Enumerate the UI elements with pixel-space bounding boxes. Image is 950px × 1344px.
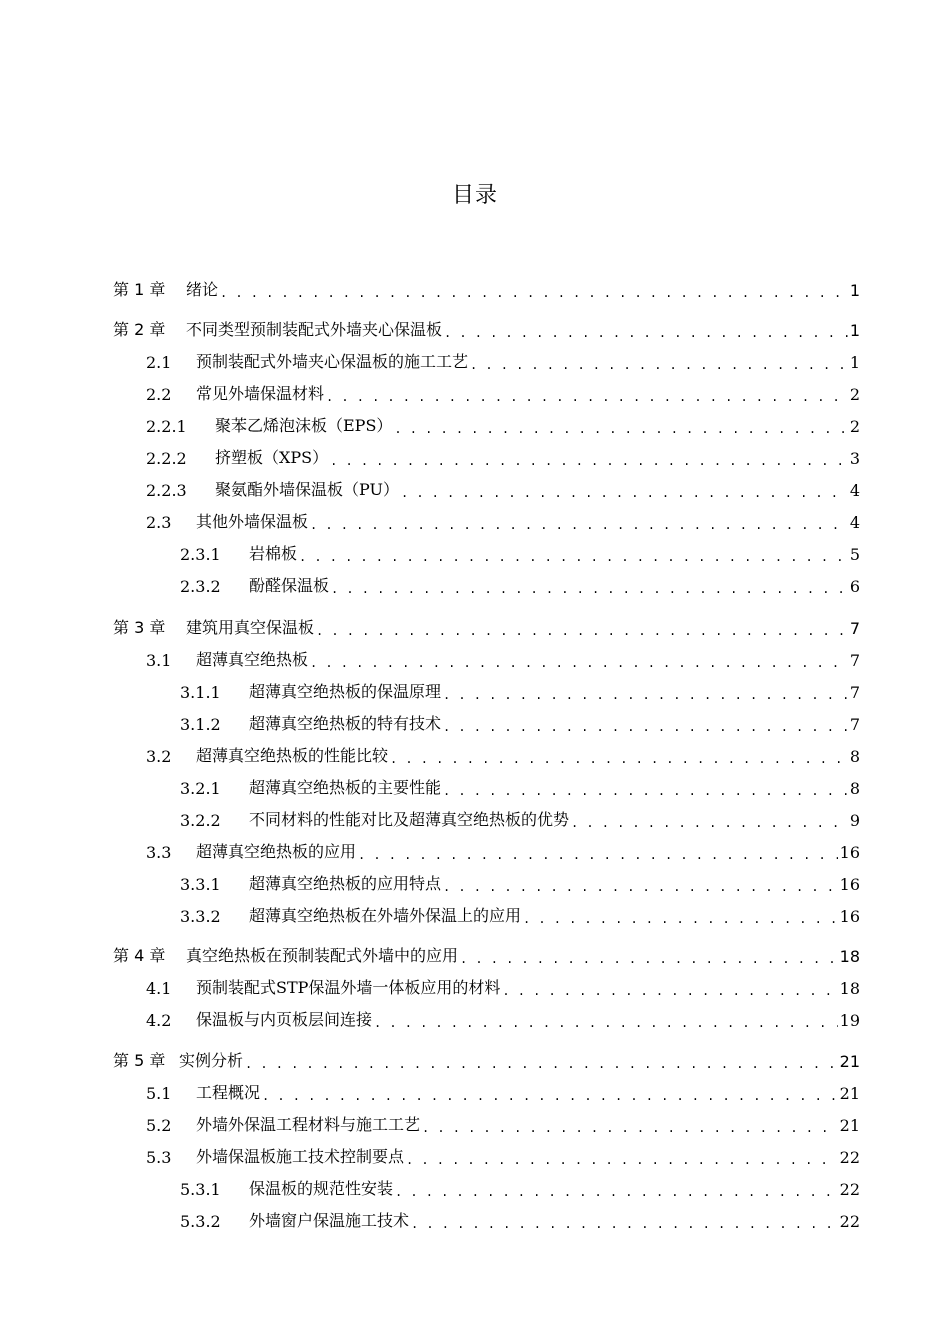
toc-entry-number: 5.3.1 bbox=[180, 1180, 221, 1199]
dot-leader bbox=[443, 714, 848, 734]
toc-entry-number: 第 2 章 bbox=[113, 320, 166, 339]
toc-entry-5-2[interactable] bbox=[146, 1111, 860, 1135]
toc-entry-5-3[interactable] bbox=[146, 1143, 860, 1167]
toc-entry-title: 其他外墙保温板 bbox=[196, 512, 309, 531]
toc-entry-page: 21 bbox=[839, 1052, 860, 1071]
toc-entry-title: 不同材料的性能对比及超薄真空绝热板的优势 bbox=[249, 810, 570, 829]
toc-entry-number: 3.3.1 bbox=[180, 875, 221, 894]
toc-entry-5-1[interactable] bbox=[146, 1079, 860, 1103]
toc-entry-ch4[interactable] bbox=[113, 942, 860, 966]
toc-entry-page: 7 bbox=[849, 715, 860, 734]
toc-entry-number: 2.1 bbox=[146, 353, 172, 372]
dot-leader bbox=[523, 906, 838, 926]
dot-leader bbox=[245, 1051, 838, 1071]
toc-entry-title: 外墙保温板施工技术控制要点 bbox=[196, 1147, 405, 1166]
toc-entry-2-3-1[interactable] bbox=[180, 540, 860, 564]
dot-leader bbox=[299, 544, 848, 564]
toc-entry-number: 5.3 bbox=[146, 1148, 172, 1167]
toc-entry-page: 16 bbox=[839, 875, 860, 894]
toc-entry-title: 外墙外保温工程材料与施工工艺 bbox=[196, 1115, 421, 1134]
toc-entry-page: 1 bbox=[849, 321, 860, 340]
toc-entry-number: 3.1 bbox=[146, 651, 172, 670]
dot-leader bbox=[316, 618, 848, 638]
toc-entry-3-3-1[interactable] bbox=[180, 870, 860, 894]
toc-entry-page: 22 bbox=[839, 1148, 860, 1167]
toc-entry-title: 聚氨酯外墙保温板（PU） bbox=[215, 480, 399, 499]
toc-entry-number: 3.2.2 bbox=[180, 811, 221, 830]
toc-entry-page: 22 bbox=[839, 1180, 860, 1199]
toc-entry-title: 预制装配式STP保温外墙一体板应用的材料 bbox=[196, 978, 501, 997]
toc-entry-number: 2.2.2 bbox=[146, 449, 187, 468]
dot-leader bbox=[262, 1083, 838, 1103]
toc-entry-2-2-3[interactable] bbox=[146, 476, 860, 500]
toc-entry-page: 16 bbox=[839, 843, 860, 862]
toc-entry-title: 保温板的规范性安装 bbox=[249, 1179, 394, 1198]
toc-entry-page: 2 bbox=[849, 385, 860, 404]
toc-entry-title: 挤塑板（XPS） bbox=[215, 448, 329, 467]
toc-entry-number: 3.3.2 bbox=[180, 907, 221, 926]
toc-entry-title: 工程概况 bbox=[196, 1083, 261, 1102]
toc-entry-title: 真空绝热板在预制装配式外墙中的应用 bbox=[186, 946, 459, 965]
toc-entry-number: 3.1.1 bbox=[180, 683, 221, 702]
toc-entry-title: 建筑用真空保温板 bbox=[186, 618, 315, 637]
toc-entry-title: 常见外墙保温材料 bbox=[196, 384, 325, 403]
toc-entry-page: 5 bbox=[849, 545, 860, 564]
dot-leader bbox=[443, 874, 838, 894]
toc-entry-2-2[interactable] bbox=[146, 380, 860, 404]
toc-entry-title: 实例分析 bbox=[179, 1051, 244, 1070]
toc-entry-page: 4 bbox=[849, 513, 860, 532]
dot-leader bbox=[390, 746, 848, 766]
toc-entry-title: 岩棉板 bbox=[249, 544, 298, 563]
dot-leader bbox=[502, 978, 837, 998]
toc-entry-2-1[interactable] bbox=[146, 348, 860, 372]
toc-entry-5-3-1[interactable] bbox=[180, 1175, 860, 1199]
toc-entry-page: 18 bbox=[839, 947, 860, 966]
toc-entry-number: 第 4 章 bbox=[113, 946, 166, 965]
toc-entry-number: 4.1 bbox=[146, 979, 172, 998]
toc-entry-3-2-1[interactable] bbox=[180, 774, 860, 798]
dot-leader bbox=[444, 320, 848, 340]
toc-entry-page: 7 bbox=[849, 651, 860, 670]
toc-entry-number: 2.2.1 bbox=[146, 417, 187, 436]
dot-leader bbox=[571, 810, 848, 830]
dot-leader bbox=[422, 1115, 838, 1135]
toc-entry-2-2-2[interactable] bbox=[146, 444, 860, 468]
toc-entry-number: 2.3 bbox=[146, 513, 172, 532]
toc-entry-page: 7 bbox=[849, 683, 860, 702]
dot-leader bbox=[326, 384, 848, 404]
toc-entry-number: 5.1 bbox=[146, 1084, 172, 1103]
toc-entry-title: 不同类型预制装配式外墙夹心保温板 bbox=[186, 320, 443, 339]
dot-leader bbox=[443, 778, 848, 798]
dot-leader bbox=[310, 512, 848, 532]
toc-entry-number: 2.3.1 bbox=[180, 545, 221, 564]
toc-entry-number: 3.3 bbox=[146, 843, 172, 862]
toc-entry-3-2[interactable] bbox=[146, 742, 860, 766]
toc-entry-title: 超薄真空绝热板的主要性能 bbox=[249, 778, 442, 797]
toc-entry-number: 2.2 bbox=[146, 385, 172, 404]
toc-entry-2-3-2[interactable] bbox=[180, 572, 860, 596]
dot-leader bbox=[394, 416, 847, 436]
toc-entry-number: 4.2 bbox=[146, 1011, 172, 1030]
dot-leader bbox=[220, 280, 848, 300]
toc-entry-number: 第 5 章 bbox=[113, 1051, 166, 1070]
dot-leader bbox=[358, 842, 838, 862]
toc-entry-title: 超薄真空绝热板的应用特点 bbox=[249, 874, 442, 893]
toc-entry-3-3-2[interactable] bbox=[180, 902, 860, 926]
toc-entry-page: 22 bbox=[839, 1212, 860, 1231]
toc-entry-number: 2.3.2 bbox=[180, 577, 221, 596]
toc-entry-number: 3.2 bbox=[146, 747, 172, 766]
dot-leader bbox=[460, 946, 838, 966]
toc-entry-ch2[interactable] bbox=[113, 316, 860, 340]
toc-entry-page: 6 bbox=[849, 577, 860, 596]
toc-entry-page: 1 bbox=[849, 281, 860, 300]
toc-entry-ch3[interactable] bbox=[113, 614, 860, 638]
dot-leader bbox=[331, 576, 848, 596]
toc-entry-title: 超薄真空绝热板在外墙外保温上的应用 bbox=[249, 906, 522, 925]
toc-entry-page: 9 bbox=[849, 811, 860, 830]
toc-entry-title: 绪论 bbox=[186, 280, 219, 299]
dot-leader bbox=[310, 650, 848, 670]
dot-leader bbox=[395, 1179, 838, 1199]
toc-entry-page: 8 bbox=[849, 779, 860, 798]
toc-entry-page: 3 bbox=[849, 449, 860, 468]
toc-entry-number: 3.2.1 bbox=[180, 779, 221, 798]
toc-entry-title: 超薄真空绝热板的保温原理 bbox=[249, 682, 442, 701]
toc-entry-3-3[interactable] bbox=[146, 838, 860, 862]
toc-entry-page: 1 bbox=[849, 353, 860, 372]
toc-entry-page: 7 bbox=[849, 619, 860, 638]
toc-entry-title: 外墙窗户保温施工技术 bbox=[249, 1211, 410, 1230]
toc-entry-page: 4 bbox=[849, 481, 860, 500]
dot-leader bbox=[406, 1147, 838, 1167]
dot-leader bbox=[411, 1211, 838, 1231]
toc-entry-4-1[interactable] bbox=[146, 974, 860, 998]
toc-entry-number: 5.3.2 bbox=[180, 1212, 221, 1231]
toc-entry-ch1[interactable] bbox=[113, 276, 860, 300]
toc-entry-number: 2.2.3 bbox=[146, 481, 187, 500]
toc-title: 目录 bbox=[451, 183, 498, 208]
toc-entry-page: 2 bbox=[849, 417, 860, 436]
toc-entry-number: 5.2 bbox=[146, 1116, 172, 1135]
dot-leader bbox=[443, 682, 848, 702]
dot-leader bbox=[374, 1010, 838, 1030]
toc-entry-page: 16 bbox=[839, 907, 860, 926]
toc-entry-number: 第 3 章 bbox=[113, 618, 166, 637]
toc-entry-title: 超薄真空绝热板的性能比较 bbox=[196, 746, 389, 765]
toc-entry-page: 21 bbox=[839, 1116, 860, 1135]
toc-entry-3-2-2[interactable] bbox=[180, 806, 860, 830]
toc-entry-2-2-1[interactable] bbox=[146, 412, 860, 436]
toc-entry-5-3-2[interactable] bbox=[180, 1207, 860, 1231]
toc-entry-3-1-2[interactable] bbox=[180, 710, 860, 734]
toc-entry-3-1[interactable] bbox=[146, 646, 860, 670]
toc-entry-title: 酚醛保温板 bbox=[249, 576, 330, 595]
toc-entry-title: 聚苯乙烯泡沫板（EPS） bbox=[215, 416, 393, 435]
toc-entry-page: 18 bbox=[839, 979, 860, 998]
toc-entry-page: 19 bbox=[839, 1011, 860, 1030]
toc-entry-page: 21 bbox=[839, 1084, 860, 1103]
toc-entry-number: 3.1.2 bbox=[180, 715, 221, 734]
toc-entry-page: 8 bbox=[849, 747, 860, 766]
dot-leader bbox=[401, 480, 848, 500]
toc-entry-title: 保温板与内页板层间连接 bbox=[196, 1010, 373, 1029]
toc-entry-ch5[interactable] bbox=[113, 1047, 860, 1071]
dot-leader bbox=[470, 352, 848, 372]
toc-entry-title: 超薄真空绝热板的特有技术 bbox=[249, 714, 442, 733]
toc-entry-4-2[interactable] bbox=[146, 1006, 860, 1030]
toc-entry-2-3[interactable] bbox=[146, 508, 860, 532]
toc-entry-number: 第 1 章 bbox=[113, 280, 166, 299]
toc-entry-3-1-1[interactable] bbox=[180, 678, 860, 702]
toc-entry-title: 超薄真空绝热板的应用 bbox=[196, 842, 357, 861]
toc-entry-title: 超薄真空绝热板 bbox=[196, 650, 309, 669]
toc-entry-title: 预制装配式外墙夹心保温板的施工工艺 bbox=[196, 352, 469, 371]
dot-leader bbox=[330, 448, 848, 468]
